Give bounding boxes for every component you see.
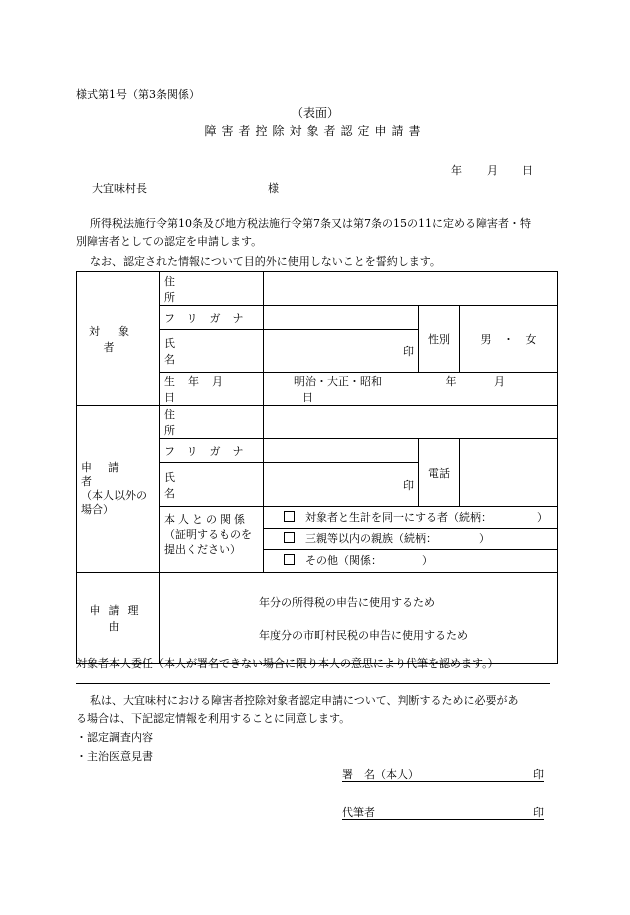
- gender-female[interactable]: 女: [525, 333, 537, 346]
- signature-seal-mark: 印: [533, 768, 544, 781]
- subject-furigana-field[interactable]: [264, 306, 419, 330]
- applicant-furigana-label: フリガナ: [160, 439, 264, 463]
- applicant-address-field[interactable]: [264, 406, 558, 439]
- checkbox-icon[interactable]: [284, 532, 295, 543]
- gender-male[interactable]: 男: [480, 333, 492, 346]
- page-title: 障害者控除対象者認定申請書: [204, 124, 426, 138]
- date-day-label: 日: [522, 164, 533, 177]
- consent-item-survey: ・認定調査内容: [76, 731, 153, 744]
- applicant-furigana-field[interactable]: [264, 439, 419, 463]
- subject-address-field[interactable]: [264, 272, 558, 306]
- birth-month-label: 月: [494, 375, 505, 388]
- form-number: 様式第1号（第3条関係）: [76, 88, 200, 101]
- reason-label: 申請理由: [77, 573, 160, 664]
- subject-name-label: 氏名: [160, 330, 264, 373]
- proxy-label: 代筆者: [342, 806, 375, 819]
- relation-option-other[interactable]: その他（関係： ）: [264, 550, 557, 571]
- relation-option-household[interactable]: 対象者と生計を同一にする者（続柄： ）: [264, 508, 557, 529]
- proxy-field[interactable]: [342, 804, 544, 820]
- subject-gender-options[interactable]: [460, 306, 558, 373]
- applicant-phone-label: 電話: [419, 439, 460, 507]
- birth-era-options: 明治・大正・昭和: [294, 375, 382, 388]
- reason-field[interactable]: [160, 573, 558, 664]
- subject-section-label: 対象者: [77, 272, 160, 406]
- applicant-address-label: 住所: [160, 406, 264, 439]
- applicant-seal-mark: 印: [403, 478, 414, 492]
- consent-item-doctor-opinion: ・主治医意見書: [76, 750, 153, 763]
- relation-option-relative[interactable]: 三親等以内の親族（続柄： ）: [264, 529, 557, 550]
- date-month-label: 月: [487, 164, 498, 177]
- gender-separator: ・: [503, 333, 514, 346]
- date-year-label: 年: [451, 164, 462, 177]
- relation-label: 本人との関係 （証明するものを 提出ください）: [160, 507, 264, 573]
- checkbox-icon[interactable]: [284, 554, 295, 565]
- intro-line-2: 別障害者としての認定を申請します。: [76, 235, 263, 248]
- birth-day-label: 日: [302, 391, 313, 404]
- addressee: 大宜味村長: [92, 182, 147, 195]
- applicant-name-label: 氏名: [160, 463, 264, 507]
- reason-income-tax[interactable]: 年分の所得税の申告に使用するため: [259, 595, 435, 609]
- signature-label: 署 名（本人）: [342, 768, 419, 781]
- applicant-section-label: 申請者 （本人以外の 場合）: [77, 406, 160, 573]
- form-side: （表面）: [290, 106, 339, 120]
- subject-birth-label: 生年月日: [160, 373, 264, 406]
- subject-furigana-label: フリガナ: [160, 306, 264, 330]
- subject-birth-field[interactable]: [264, 373, 558, 406]
- subject-name-field[interactable]: [264, 330, 419, 373]
- proxy-seal-mark: 印: [533, 806, 544, 819]
- intro-line-3: なお、認定された情報について目的外に使用しないことを誓約します。: [90, 255, 441, 268]
- birth-year-label: 年: [445, 375, 457, 388]
- relation-options: [264, 507, 558, 573]
- addressee-suffix: 様: [268, 182, 279, 195]
- checkbox-icon[interactable]: [284, 511, 295, 522]
- subject-address-label: 住所: [160, 272, 264, 306]
- reason-municipal-tax[interactable]: 年度分の市町村民税の申告に使用するため: [259, 628, 468, 642]
- signature-field[interactable]: [342, 766, 544, 782]
- consent-line-1: 私は、大宜味村における障害者控除対象者認定申請について、判断するために必要があ: [90, 694, 519, 707]
- intro-line-1: 所得税法施行令第10条及び地方税法施行令第7条又は第7条の15の11に定める障害者・特: [90, 217, 531, 230]
- subject-seal-mark: 印: [403, 345, 414, 358]
- subject-gender-label: 性別: [419, 306, 460, 373]
- delegation-note: 対象者本人委任（本人が署名できない場合に限り本人の意思により代筆を認めます。）: [76, 657, 499, 670]
- applicant-name-field[interactable]: [264, 463, 419, 507]
- application-table: [76, 271, 558, 664]
- consent-line-2: る場合は、下記認定情報を利用することに同意します。: [76, 712, 351, 725]
- divider-line: [76, 683, 550, 684]
- applicant-phone-field[interactable]: [460, 439, 558, 507]
